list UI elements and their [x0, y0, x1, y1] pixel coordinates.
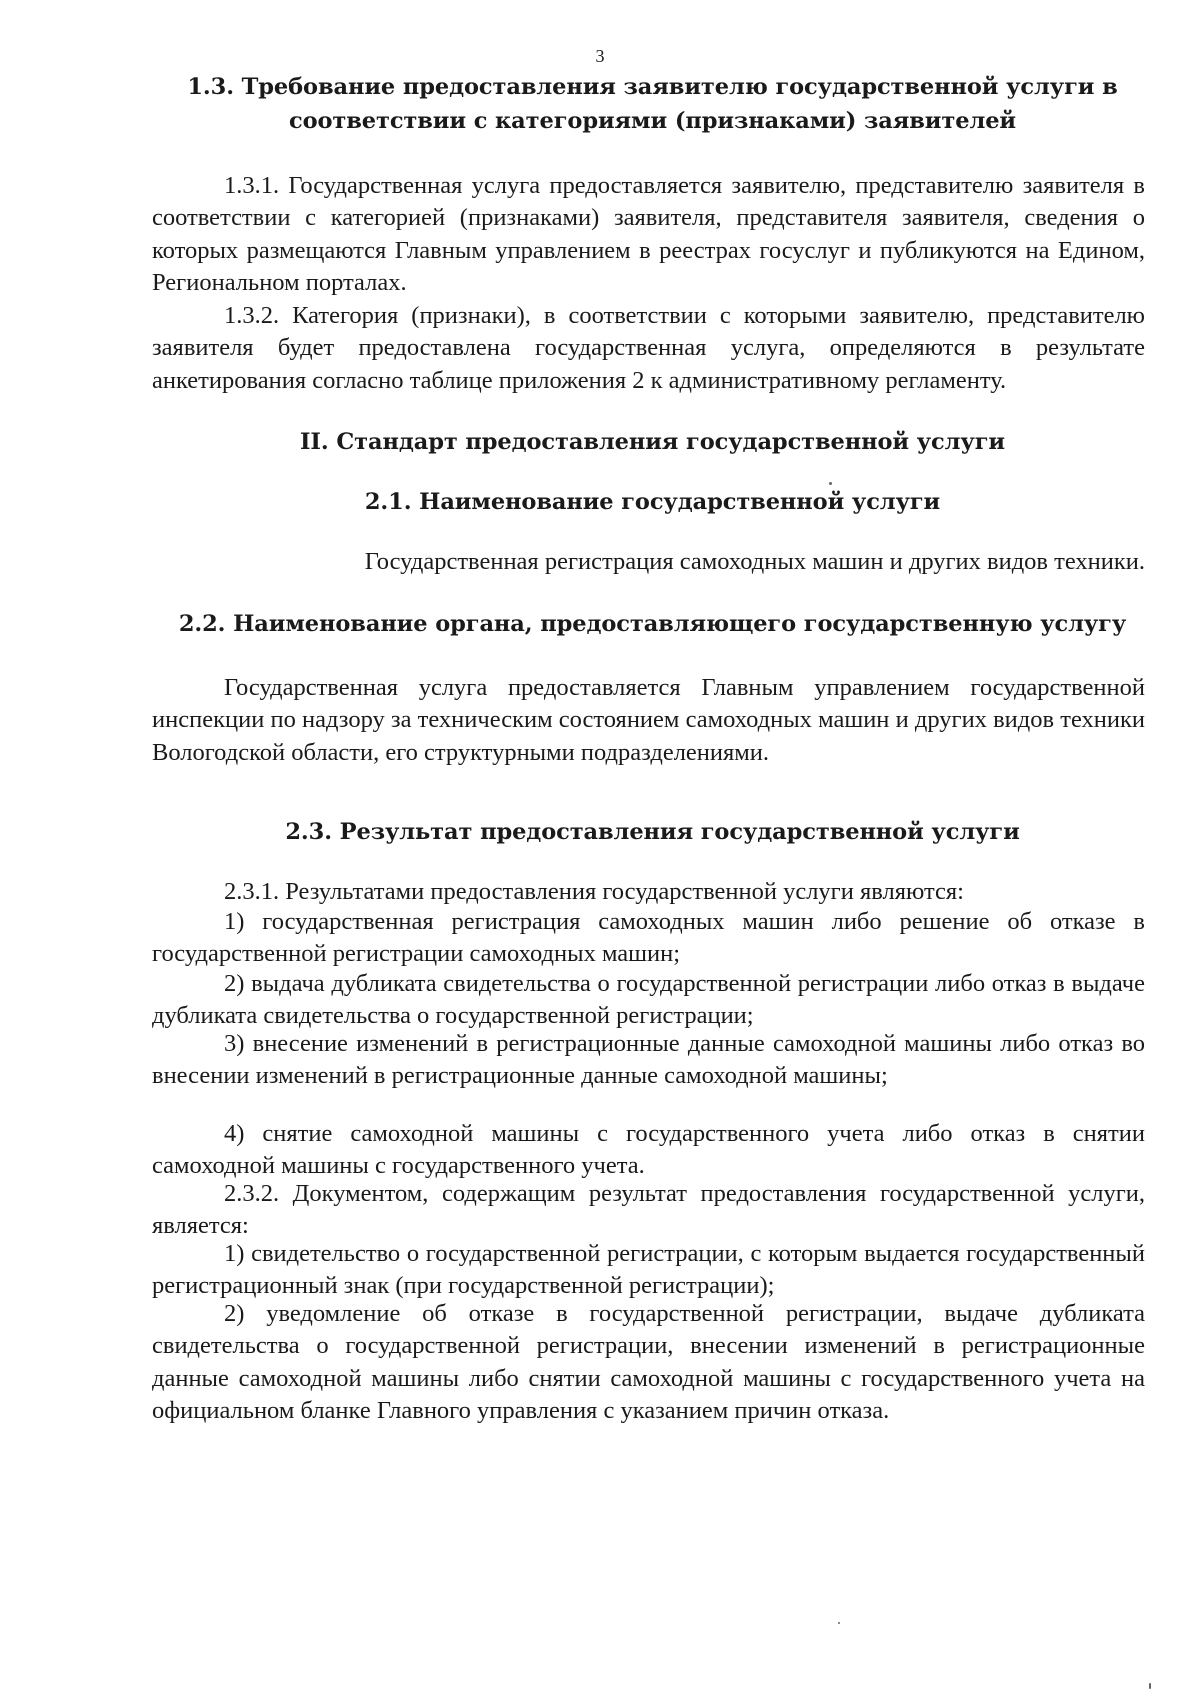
- heading-1-3-line1: 1.3. Требование предоставления заявителю государственной услуги в: [187, 74, 1118, 100]
- list-item-result-4: 4) снятие самоходной машины с государственного учета либо отказ в снятии самоходной машины с государственного учета.: [152, 1120, 1145, 1180]
- paragraph-2-3-1: 2.3.1. Результатами предоставления государственной услуги являются:: [224, 878, 964, 905]
- paragraph-1-3-1: 1.3.1. Государственная услуга предоставляется заявителю, представителю заявителя в соответствии с категорией (признаками) заявителя, представителя заявителя, сведения о которых размещаются Главным управлением в реестрах госуслуг и публикуются на Едином, Региональном порталах.: [152, 172, 1145, 297]
- paragraph-2-2: Государственная услуга предоставляется Главным управлением государственной инспекции по надзору за техническим состоянием самоходных машин и других видов техники Вологодской области, его структурными подразделениями.: [152, 674, 1145, 766]
- paragraph-2-1: Государственная регистрация самоходных машин и других видов техники.: [364, 548, 1145, 575]
- scan-speck: [829, 482, 832, 485]
- heading-section-2: II. Стандарт предоставления государственной услуги: [300, 429, 1005, 455]
- heading-2-2: 2.2. Наименование органа, предоставляющего государственную услугу: [178, 611, 1127, 637]
- page-number: 3: [595, 46, 605, 66]
- paragraph-2-3-2: 2.3.2. Документом, содержащим результат предоставления государственной услуги, является:: [152, 1180, 1145, 1240]
- list-item-result-1: 1) государственная регистрация самоходных машин либо решение об отказе в государственной регистрации самоходных машин;: [152, 908, 1145, 968]
- list-item-result-2: 2) выдача дубликата свидетельства о государственной регистрации либо отказ в выдаче дубликата свидетельства о государственной регистрации;: [152, 970, 1145, 1030]
- heading-2-3: 2.3. Результат предоставления государственной услуги: [285, 819, 1020, 845]
- paragraph-1-3-2: 1.3.2. Категория (признаки), в соответствии с которыми заявителю, представителю заявителя будет предоставлена государственная услуга, определяются в результате анкетирования согласно таблице приложения 2 к административному регламенту.: [152, 302, 1145, 394]
- heading-2-1: 2.1. Наименование государственной услуги: [364, 489, 941, 515]
- list-item-result-3: 3) внесение изменений в регистрационные данные самоходной машины либо отказ во внесении изменений в регистрационные данные самоходной машины;: [152, 1030, 1145, 1090]
- scan-speck: [1149, 1683, 1151, 1689]
- scan-speck: [838, 1622, 840, 1624]
- heading-1-3-line2: соответствии с категориями (признаками) заявителей: [288, 108, 1017, 134]
- list-item-document-1: 1) свидетельство о государственной регистрации, с которым выдается государственный регистрационный знак (при государственной регистрации);: [152, 1240, 1145, 1300]
- list-item-document-2: 2) уведомление об отказе в государственной регистрации, выдаче дубликата свидетельства о государственной регистрации, внесении изменений в регистрационные данные самоходной машины либо снятии самоходной машины с государственного учета на официальном бланке Главного управления с указанием причин отказа.: [152, 1300, 1145, 1425]
